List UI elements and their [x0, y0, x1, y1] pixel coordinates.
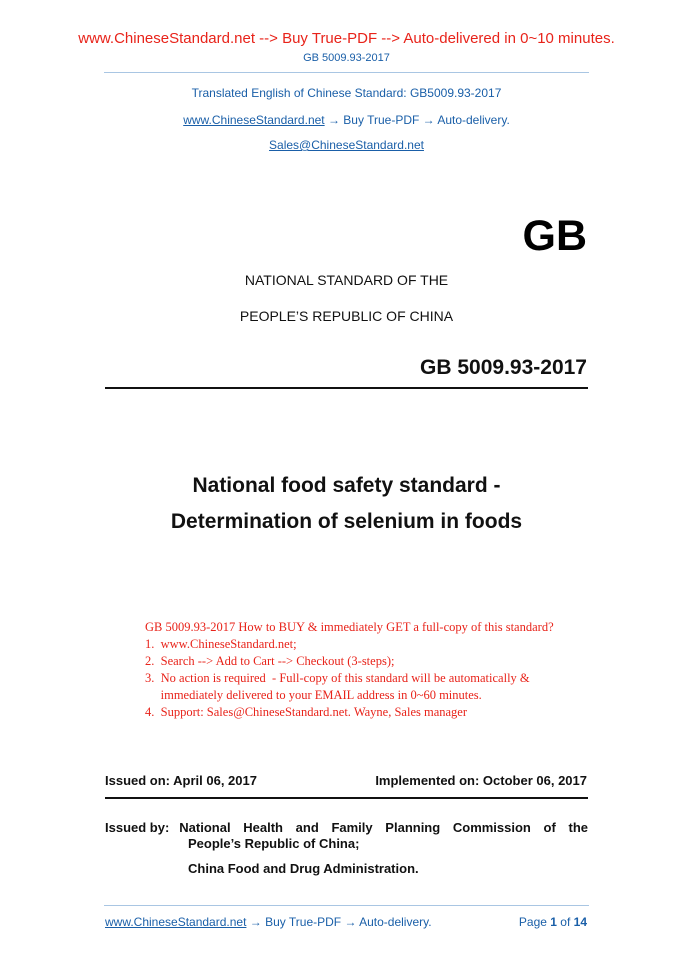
issuer-line3: China Food and Drug Administration.	[188, 861, 419, 876]
title-line1: National food safety standard -	[192, 474, 501, 497]
footer-site-line	[105, 915, 432, 929]
buy-heading: GB 5009.93-2017 How to BUY & immediately GET a full-copy of this standard?	[145, 620, 554, 634]
intro-site-link[interactable]: www.ChineseStandard.net	[183, 113, 325, 127]
issuer-line1-row	[105, 820, 588, 836]
footer-site-suffix: → Buy True-PDF → Auto-delivery.	[246, 915, 432, 929]
page-label: Page	[518, 915, 551, 929]
gb-mark: GB	[522, 212, 587, 260]
page-of: of	[556, 915, 574, 929]
header-doc-code: GB 5009.93-2017	[303, 52, 390, 64]
standard-number-rule	[105, 387, 588, 389]
buy-step[interactable]: 1. www.ChineseStandard.net;	[145, 637, 297, 651]
intro-site-line	[0, 113, 693, 127]
standard-number: GB 5009.93-2017	[420, 356, 587, 379]
footer-divider	[104, 905, 589, 906]
buy-step: 4. Support: Sales@ChineseStandard.net. Wayne, Sales manager	[145, 705, 468, 719]
implemented-on: Implemented on: October 06, 2017	[375, 773, 587, 788]
translated-line: Translated English of Chinese Standard: GB5009.93-2017	[191, 86, 502, 100]
title-line2: Determination of selenium in foods	[170, 510, 523, 533]
footer-site-link[interactable]: www.ChineseStandard.net	[105, 915, 247, 929]
buy-step: 3. No action is required - Full-copy of this standard will be automatically &	[145, 671, 530, 685]
buy-step: immediately delivered to your EMAIL address in 0~60 minutes.	[145, 688, 482, 702]
header-banner[interactable]: www.ChineseStandard.net --> Buy True-PDF --> Auto-delivered in 0~10 minutes.	[78, 30, 615, 47]
intro-site-suffix: → Buy True-PDF → Auto-delivery.	[324, 113, 510, 127]
national-standard-line2: PEOPLE’S REPUBLIC OF CHINA	[239, 308, 454, 324]
page-indicator	[519, 915, 587, 929]
issuer-label: Issued by:	[105, 820, 170, 835]
issuer-line1: National Health and Family Planning Commission of the	[179, 820, 588, 835]
issuer-line2: People’s Republic of China;	[188, 836, 360, 851]
sales-email-link[interactable]: Sales@ChineseStandard.net	[269, 138, 424, 152]
buy-step: 2. Search --> Add to Cart --> Checkout (3-steps);	[145, 654, 395, 668]
header-divider	[104, 72, 589, 73]
issuer-block	[105, 820, 588, 877]
intro-email-line	[0, 138, 693, 152]
page-current: 1	[550, 915, 557, 929]
dates-rule	[105, 797, 588, 799]
national-standard-line1: NATIONAL STANDARD OF THE	[244, 272, 449, 288]
issued-on: Issued on: April 06, 2017	[105, 773, 257, 788]
page-total: 14	[573, 915, 587, 929]
